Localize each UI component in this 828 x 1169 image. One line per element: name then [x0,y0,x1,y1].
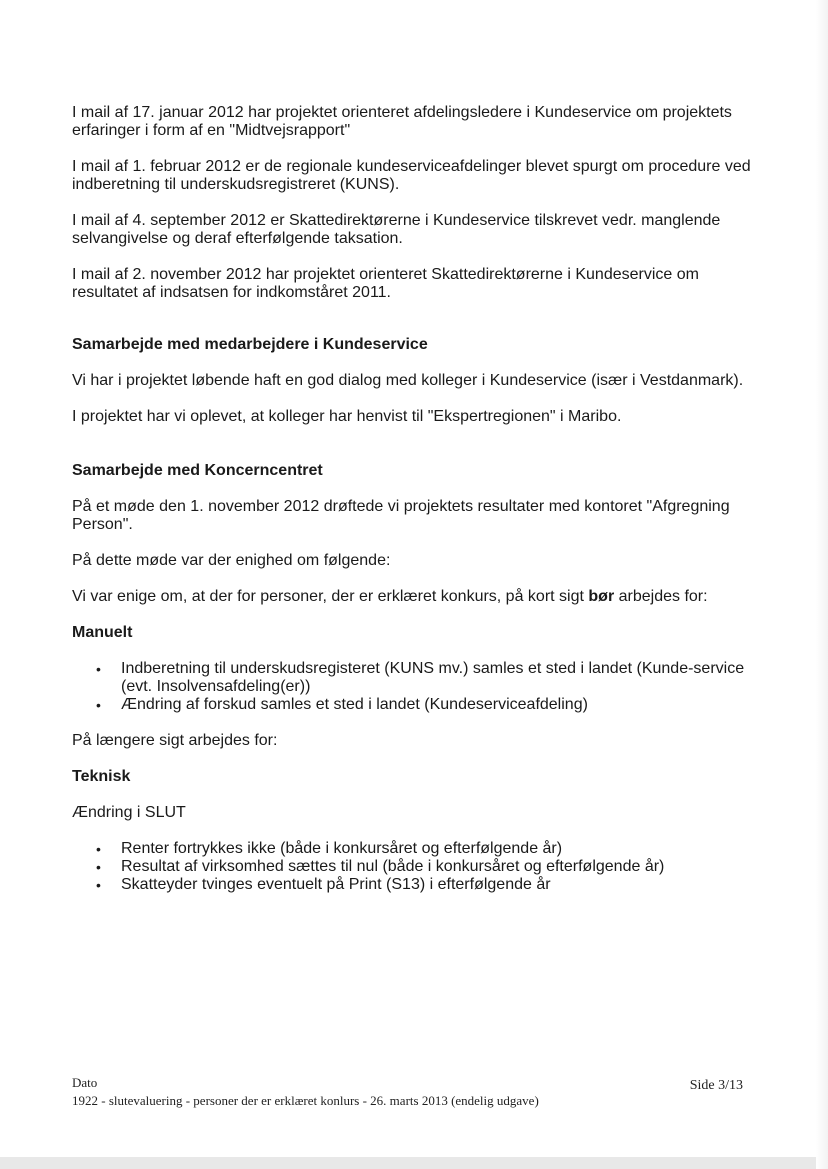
list-item: • Resultat af virksomhed sættes til nul (både i konkursåret og efterfølgende år) [96,858,665,875]
list-item: • Skatteyder tvinges eventuelt på Print (S13) i efterfølgende år [96,876,551,893]
paragraph-mail-1-februar: I mail af 1. februar 2012 er de regionale kundeserviceafdelinger blevet spurgt om procedure ved indberetning til underskudsregistreret (KUNS). [72,158,751,193]
paragraph-dialog: Vi har i projektet løbende haft en god dialog med kolleger i Kundeservice (især i Vestdanmark). [72,372,744,389]
list-item: • Indberetning til underskudsregisteret (KUNS mv.) samles et sted i landet (Kunde-service (evt. Insolvensafdeling(er)) [96,660,745,695]
paragraph-enighed: På dette møde var der enighed om følgende: [72,552,391,569]
document-body [72,104,752,894]
bullet-icon: • [96,877,101,893]
paragraph-laengere-sigt: På længere sigt arbejdes for: [72,732,278,749]
scan-right-edge [816,0,828,1169]
paragraph-mail-4-september: I mail af 4. september 2012 er Skattedirektørerne i Kundeservice tilskrevet vedr. manglende selvangivelse og deraf efterfølgende taksation. [72,212,721,247]
bullet-icon: • [96,859,101,875]
bullet-icon: • [96,697,101,713]
emphasis-boer: bør [588,588,615,605]
section-heading-kundeservice: Samarbejde med medarbejdere i Kundeservice [72,336,428,353]
bullet-icon: • [96,661,101,677]
manual-list [72,660,752,714]
list-item: • Renter fortrykkes ikke (både i konkursåret og efterfølgende år) [96,840,563,857]
footer-document-line: 1922 - slutevaluering - personer der er erklæret konlurs - 26. marts 2013 (endelig udgave) [72,1093,539,1108]
paragraph-mail-17-januar: I mail af 17. januar 2012 har projektet orienteret afdelingsledere i Kundeservice om projektets erfaringer i form af en "Midtvejsrapport" [72,104,732,139]
paragraph-mail-2-november: I mail af 2. november 2012 har projektet orienteret Skattedirektørerne i Kundeservice om resultatet af indsatsen for indkomståret 2011. [72,266,699,301]
page-footer [72,1074,539,1110]
subheading-manuelt: Manuelt [72,624,133,641]
technical-list [72,840,752,894]
list-item: • Ændring af forskud samles et sted i landet (Kundeserviceafdeling) [96,696,588,713]
paragraph-enige-om: Vi var enige om, at der for personer, der er erklæret konkurs, på kort sigt bør arbejdes for: [72,588,708,605]
subheading-teknisk: Teknisk [72,768,131,785]
page-number: Side 3/13 [689,1078,743,1093]
paragraph-ekspertregionen: I projektet har vi oplevet, at kolleger har henvist til "Ekspertregionen" i Maribo. [72,408,622,425]
paragraph-moede: På et møde den 1. november 2012 drøftede vi projektets resultater med kontoret "Afgregning Person". [72,498,730,533]
bullet-icon: • [96,841,101,857]
section-heading-koncerncentret: Samarbejde med Koncerncentret [72,462,323,479]
footer-date-label: Dato [72,1075,98,1090]
paragraph-aendring-slut: Ændring i SLUT [72,804,186,821]
scan-bottom-edge [0,1157,828,1169]
